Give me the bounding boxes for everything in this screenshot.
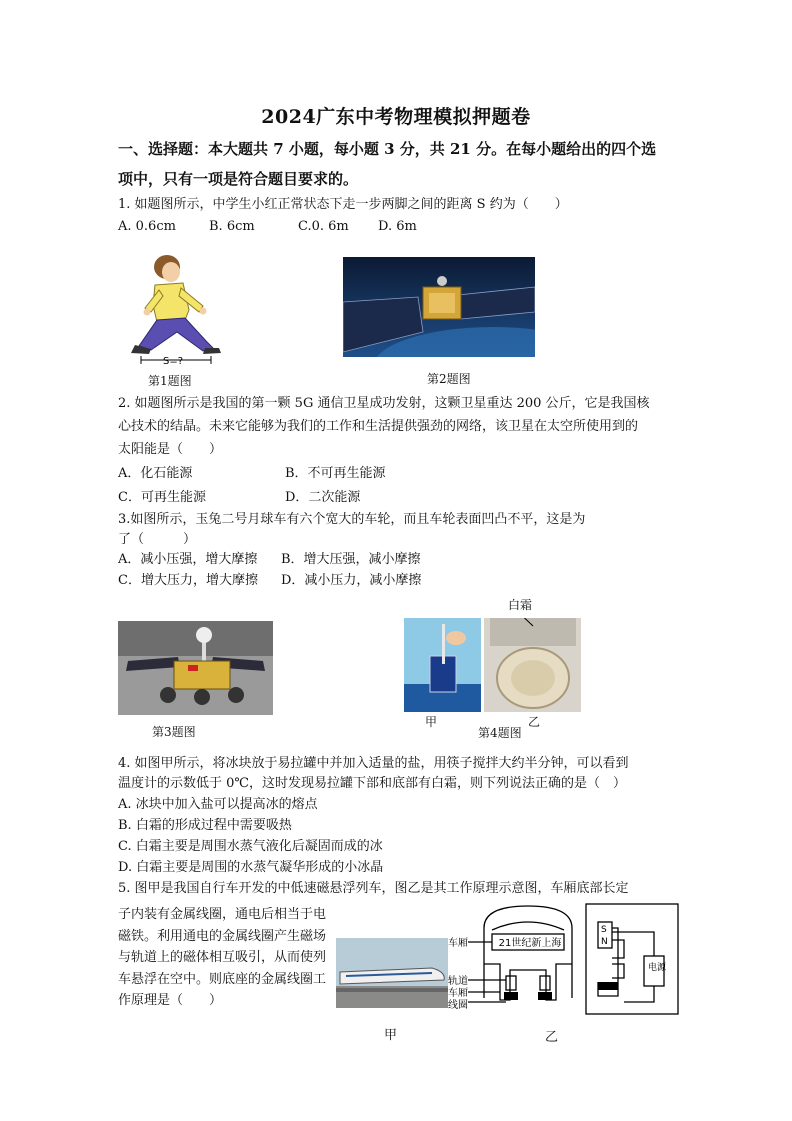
q2-stem-line3: 太阳能是（ ） (118, 442, 223, 457)
q3-caption: 第3题图 (152, 725, 196, 739)
q4-option-c: C. 白霜主要是周围水蒸气液化后凝固而成的冰 (118, 839, 383, 854)
coil-label-line2: 线圈 (448, 1000, 468, 1011)
q4-option-b: B. 白霜的形成过程中需要吸热 (118, 818, 292, 833)
can-bottom-frost-figure (484, 618, 581, 712)
can-with-ice-figure (404, 618, 481, 712)
q1-option-a: A. 0.6cm (118, 219, 176, 234)
q4-option-a: A. 冰块中加入盐可以提高冰的熔点 (118, 797, 318, 812)
maglev-train-figure (336, 938, 448, 1008)
section-header-line2: 项中，只有一项是符合题目要求的。 (118, 170, 359, 188)
q4-caption: 第4题图 (478, 726, 522, 740)
carriage-label: 车厢 (448, 938, 468, 949)
q5-stem-line1: 5. 图甲是我国自行车开发的中低速磁悬浮列车，图乙是其工作原理示意图，车厢底部长定 (118, 881, 629, 896)
power-label: 电源 (648, 963, 667, 973)
q2-option-a: A．化石能源 (118, 466, 193, 481)
q3-option-d: D．减小压力，减小摩擦 (281, 573, 422, 588)
track-label: 轨道 (448, 976, 468, 987)
q3-option-a: A．减小压强，增大摩擦 (118, 552, 258, 567)
maglev-principle-diagram (448, 898, 686, 1018)
q1-stem: 1. 如题图所示，中学生小红正常状态下走一步两脚之间的距离 S 约为（ ） (118, 197, 568, 212)
q2-caption: 第2题图 (427, 372, 471, 386)
q1-caption: 第1题图 (148, 374, 192, 388)
frost-label: 白霜 (508, 598, 533, 612)
q5-stem-rest: 子内装有金属线圈，通电后相当于电磁铁。利用通电的金属线圈产生磁场与轨道上的磁体相互吸引，从而使列车悬浮在空中。则底座的金属线圈工作原理是（ ） (118, 907, 327, 1008)
q3-option-c: C．增大压力，增大摩擦 (118, 573, 258, 588)
coil-label-line1: 车厢 (448, 988, 468, 999)
q1-option-b: B. 6cm (209, 219, 255, 234)
q2-option-c: C．可再生能源 (118, 490, 206, 505)
q4-stem-line1: 4. 如图甲所示，将冰块放于易拉罐中并加入适量的盐，用筷子搅拌大约半分钟，可以看到 (118, 756, 629, 771)
q5-label-a: 甲 (384, 1028, 398, 1043)
q2-option-d: D．二次能源 (285, 490, 361, 505)
south-pole-label: S (601, 925, 607, 935)
q4-stem-line2: 温度计的示数低于 0℃，这时发现易拉罐下部和底部有白霜，则下列说法正确的是（ ） (118, 776, 626, 791)
measure-label: S=? (163, 356, 184, 367)
q1-option-d: D. 6m (378, 219, 417, 234)
q2-stem-line1: 2. 如题图所示是我国的第一颗 5G 通信卫星成功发射，这颗卫星重达 200 公斤，它是我国核 (118, 396, 650, 411)
section-header-line1: 一、选择题：本大题共 7 小题，每小题 3 分，共 21 分。在每小题给出的四个选 (118, 140, 657, 158)
north-pole-label: N (601, 937, 608, 947)
q4-label-b: 乙 (528, 715, 541, 729)
page-title: 2024广东中考物理模拟押题卷 (261, 106, 531, 128)
q4-label-a: 甲 (425, 715, 438, 729)
q2-option-b: B．不可再生能源 (285, 466, 386, 481)
lunar-rover-figure (118, 621, 273, 715)
q3-stem-line1: 3.如图所示，玉兔二号月球车有六个宽大的车轮，而且车轮表面凹凸不平，这是为 (118, 512, 586, 527)
satellite-figure (343, 257, 535, 357)
walking-student-figure (115, 250, 230, 372)
q2-stem-line2: 心技术的结晶。未来它能够为我们的工作和生活提供强劲的网络，该卫星在太空所使用到的 (118, 419, 639, 434)
q3-option-b: B．增大压强，减小摩擦 (281, 552, 421, 567)
q4-option-d: D. 白霜主要是周围的水蒸气凝华形成的小冰晶 (118, 860, 384, 875)
q1-option-c: C.0. 6m (298, 219, 349, 234)
q5-label-b: 乙 (545, 1030, 559, 1045)
q3-stem-line2: 了（ ） (118, 532, 197, 547)
train-label: 21世纪新上海 (498, 938, 562, 949)
